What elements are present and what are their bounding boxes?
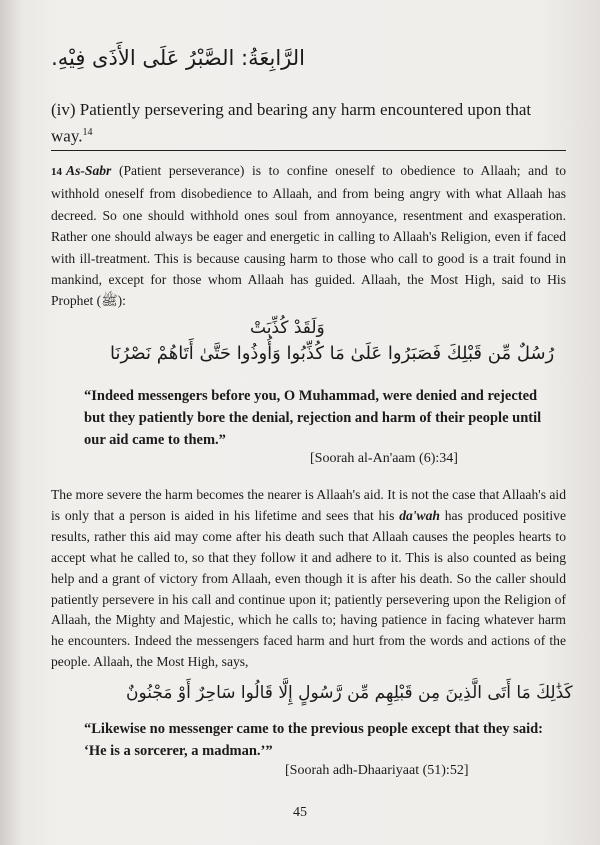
- verse2-translation: “Likewise no messenger came to the previous people except that they said: ‘He is a sorcerer, a madman.’”: [84, 721, 543, 759]
- verse2-reference: [Soorah adh-Dhaariyaat (51):52]: [285, 763, 469, 778]
- body-dawah-term: da'wah: [399, 507, 440, 523]
- heading-translation-text: (iv) Patiently persevering and bearing any harm encountered upon that way.: [51, 100, 532, 146]
- footnote-term: As-Sabr: [66, 163, 112, 178]
- footnote-reference: 14: [82, 127, 93, 138]
- arabic-heading: الرَّابِعَةُ: الصَّبْرُ عَلَى الأَذَى فِيْهِ.: [51, 46, 305, 70]
- footnote-divider: [51, 150, 566, 151]
- translated-heading: [51, 98, 566, 148]
- body-paragraph: [51, 485, 566, 673]
- verse1-reference: [Soorah al-An'aam (6):34]: [310, 451, 458, 466]
- verse1-arabic-line1: وَلَقَدْ كُذِّبَتْ: [250, 318, 325, 338]
- verse2-arabic: كَذَٰلِكَ مَا أَتَى الَّذِينَ مِن قَبْلِهِم مِّن رَّسُولٍ إِلَّا قَالُوا سَاحِرٌ أَوْ مَجْنُونٌ: [126, 683, 573, 703]
- body-text-a: The more severe the harm becomes the nearer is Allaah's aid. It is not the case that Allaah's aid is only that a person is aided in his lifetime and sees that his: [51, 487, 566, 523]
- page-number: 45: [293, 805, 307, 820]
- body-text-b: has produced positive results, rather this aid may come after his death such that Allaah causes the peoples hearts to accept what he called to, so that they follow it and adhere to it. This is also counted as being help and a grant of victory from Allaah, even though it is after his death. So the caller should patiently persevere in his call and continue upon it; patiently persevering upon the Religion of Allaah, the Mighty and Majestic, which he calls to; having patience in facing whatever harm he encounters. Indeed the messengers faced harm and hurt from the words and actions of the people. Allaah, the Most High, says,: [51, 507, 566, 670]
- verse1-arabic-line2: رُسُلٌ مِّن قَبْلِكَ فَصَبَرُوا عَلَىٰ مَا كُذِّبُوا وَأُوذُوا حَتَّىٰ أَتَاهُمْ نَصْرُنَا: [110, 343, 555, 364]
- verse1-translation: “Indeed messengers before you, O Muhammad, were denied and rejected but they patiently bore the denial, rejection and harm of their people until our aid came to them.”: [84, 388, 542, 448]
- footnote-text: (Patient perseverance) is to confine oneself to obedience to Allaah; and to withhold oneself from disobedience to Allaah, and from being angry with what Allaah has decreed. So one should withhold ones soul from annoyance, resentment and exasperation. Rather one should always be eager and energetic in calling to Allaah's Religion, even if faced with ill-treatment. This is because causing harm to those who call to good is a trait found in mankind, except for those whom Allaah has guided. Allaah, the Most High, said to His Prophet (ﷺ):: [51, 163, 566, 309]
- footnote-paragraph: [51, 160, 566, 312]
- footnote-number: 14: [51, 166, 62, 178]
